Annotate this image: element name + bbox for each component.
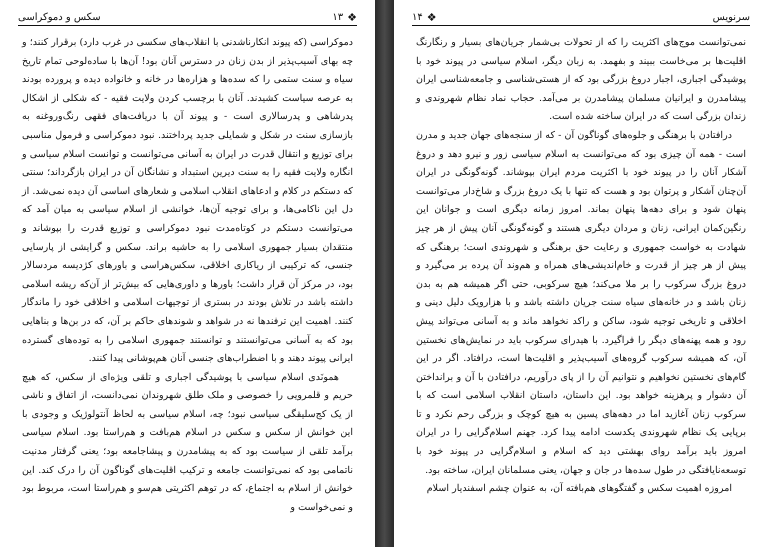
paragraph: همونَدی اسلام سیاسی با پوشیدگی اجباری و تلقی ویژه‌ای از سکس، که هیچ حریم و قلمرویی را خصوصی و ملک طلق شهروندان نمی‌دانست، از اتفاق و ناشی از یک کج‌سلیقگی سیاسی نبود؛ چه، اسلام سیاسی به لحاظ آنتولوژیک و وجودی با این خوانش از سکس و سکس در اسلام هم‌بافت و هم‌راستا بود. اسلام سیاسی برآمد تلقی از سیاست بود که به پیشامدرن و پیشاجامعه بود؛ یعنی گرفتار مدنیت ناتمامی بود که نمی‌توانست جامعه و ترکیب اقلیت‌های گوناگون آن را درک کند. این خوانش از اسلام به اجتماع، که در توهم اکثریتی هم‌سو و هم‌راستا است، مربوط بود و نمی‌خواست و (22, 371, 353, 513)
ornament-icon: ❖ (347, 10, 357, 24)
left-page (0, 0, 375, 547)
paragraph: نمی‌توانست موج‌های اکثریت را که از تحولات بی‌شمار جریان‌های بسیار و رنگارنگ اقلیت‌ها بر می‌خاست ببیند و بفهمد. به زبان دیگر، اسلام سیاسی در پیوند خود با پوشیدگی اجباری، اجبار دروغ بزرگی بود که از هستی‌شناسی و جامعه‌شناسی ایران پیشامدرن و ایرانیان مسلمان پیشامدرن بر می‌آمد. حجاب نماد نظام شهروندی و زندان بزرگی است که در ایران ساخته شده است. (416, 37, 746, 123)
page-number-group (332, 12, 357, 23)
page-number-group (412, 12, 437, 23)
paragraph: امروزه اهمیت سکس و گفتگوهای هم‌بافته آن، به عنوان چشم اسفندیار اسلام (426, 483, 732, 495)
book-gutter (375, 0, 394, 547)
right-page-header (412, 10, 750, 24)
page-number: ۱۴ (412, 11, 423, 23)
running-title: سرنویس (712, 11, 750, 23)
left-page-body (22, 34, 353, 517)
right-page (394, 0, 768, 547)
ornament-icon: ❖ (426, 10, 437, 24)
page-number: ۱۳ (332, 11, 344, 23)
paragraph: دموکراسی (که پیوند انکارناشدنی با انقلاب‌های سکسی در غرب دارد) برقرار کنند؛ و چه بهای آسیب‌پذیر از بدن زنان در دسترس آنان بود! آن‌ها با ساده‌لوحی تمام تاریخ سیاه و سنت ستمی را که سده‌ها و هزاره‌ها در خانه و خانواده دیده و پرورده بودند به عرصه سیاست کشیدند. آنان با برچسب کردن ولایت فقیه - که شکلی از اشکال پدرشاهی و پدرسالاری است - و پیوند آن با دریافت‌های فقهی رنگ‌وروغنه به بازسازی سنت در شکل و شمایلی جدید پرداختند. نبود دموکراسی و فرمول مناسبی برای توزیع و انتقال قدرت در ایران به آسانی می‌توانست و توانست اسلام سیاسی و انگاره ولایت فقیه را به سنت دیرین استبداد و نشانگان آن در ایران بازگرداند؛ سنتی که دستکم در کلام و ادعاهای انقلاب اسلامی و شعارهای اساسی آن دیده نمی‌شد. از دل این ناکامی‌ها، و برای توجیه آن‌ها، خوانشی از اسلام سیاسی به میان آمد که می‌توانست دستکم در کوتاه‌مدت نبود دموکراسی و توزیع قدرت را بپوشاند و منتقدان بسیار جمهوری اسلامی را به حاشیه براند. سکس و گرایشی از پارسایی جنسی، که ترکیبی از ریاکاری اخلاقی، سکس‌هراسی و باورهای کژدیسه مردسالار بود، در مرکز آن قرار داشت؛ باورها و داوری‌هایی که بیش‌تر از آن‌که ریشه اسلامی داشته باشد در تلاش بودند در بستری از توجیهات اسلامی و اخلاقی خود را ماندگار کنند. اهمیت این ترفندها نه در شواهد و شوندهای حاکم بر آن، که در بن‌ها و بناهایی بود که به آسانی می‌توانستند و توانستند جمهوری اسلامی را به توده‌های گسترده ایرانی پیوند دهند و با اضطراب‌های جنسی آنان هم‌پوشانی پیدا کنند. (21, 37, 353, 365)
left-page-header (18, 10, 357, 24)
right-page-body (416, 34, 746, 499)
header-rule (412, 25, 750, 26)
header-rule (18, 25, 357, 26)
paragraph: درافتادن با برهنگی و جلوه‌های گوناگون آن - که از سنجه‌های جهان جدید و مدرن است - همه آن چیزی بود که می‌توانست به اسلام سیاسی زور و نیرو دهد و دروغ آشکار آنان را در پیوند خود با اکثریت مردم ایران بپوشاند. گونه‌گونگی در ایران آن‌چنان آشکار و پرتوان بود و هست که تنها با یک دروغ بزرگ و شاخ‌دار می‌توانست پنهان شود و برای دهه‌ها پنهان بماند. امروز زمانه دیگری است و جوانان این رنگین‌کمان ایرانی، زنان و مردان دیگری هستند و گونه‌گونگی آنان پیش از هر چیز شهادت به خواست جمهوری و رعایت حق برهنگی و شهروندی است؛ برهنگی که پیش از هر چیز از قدرت و خام‌اندیشی‌های همراه و هم‌وند آن پرده بر می‌گیرد و دروغ بزرگ سرکوب را بر ملا می‌کند؛ هیچ سرکوبی، حتی اگر همیشه هم به بدن زنان باشد و در خانه‌های سیاه سنت جریان داشته باشد و با هزارویک دلیل دینی و اخلاقی و تاریخی توجیه شود، ساکن و راکد نخواهد ماند و به آسانی می‌تواند پیش رود و همه پهنه‌های دیگر را فراگیرد. با هیدرای سرکوب باید در نمایش‌های نخستین آن، که همیشه سرکوب گروه‌های آسیب‌پذیر و اقلیت‌ها است، درافتاد. اگر در این گام‌های نخستین نخواهیم و نتوانیم آن را از پای درآوریم، درافتادن با آن و برانداختن آن دشوار و پرهزینه خواهد بود. این داستان، داستان انقلاب اسلامی است که با سرکوب زنان آغازید اما در دهه‌های پسین به هیچ کوچک و بزرگی رحم نکرد و تا برپایی یک نظام شهروندی یکدست ادامه پیدا کرد. جهنم اسلام‌گرایی را در ایران امروز باید برآمد روای بهشتی دید که اسلام و اسلام‌گرایی در پیوند خود با توسعه‌نایافتگی در طول سده‌ها در جان و جهان، یعنی مسلمانان ایران، ساخته بود. (416, 129, 746, 476)
running-title: سکس و دموکراسی (18, 11, 101, 23)
